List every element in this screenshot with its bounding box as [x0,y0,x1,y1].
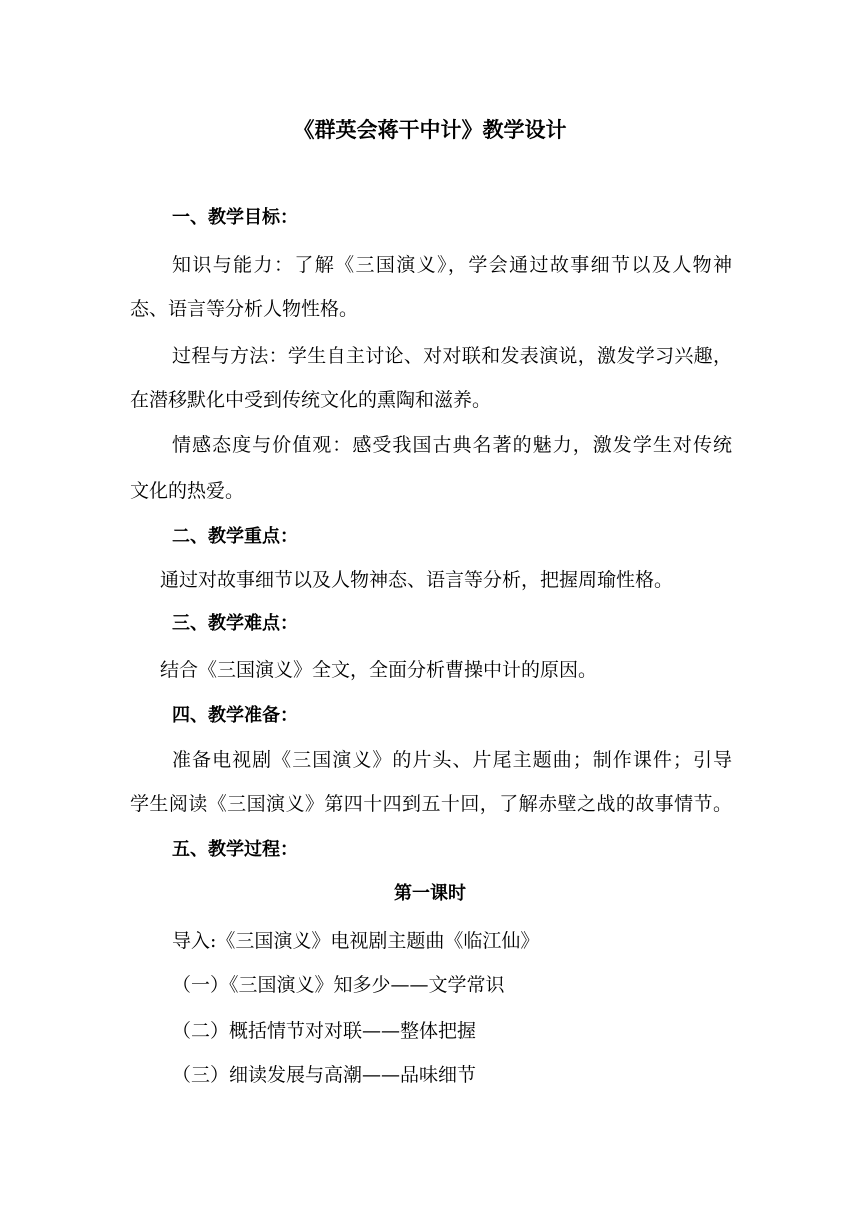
section-heading-difficulty: 三、教学难点： [172,613,298,634]
section-heading-process: 五、教学过程： [172,839,298,860]
section-heading-goals: 一、教学目标： [172,207,298,228]
goal-process-line1: 过程与方法：学生自主讨论、对对联和发表演说，激发学习兴趣， [172,345,732,367]
step-3: （三）细读发展与高潮——品味细节 [172,1064,477,1086]
step-2: （二）概括情节对对联——整体把握 [172,1020,477,1042]
prep-line2: 学生阅读《三国演义》第四十四到五十回，了解赤壁之战的故事情节。 [130,793,732,815]
goal-emotion-line1: 情感态度与价值观：感受我国古典名著的魅力，激发学生对传统 [172,434,732,456]
goal-knowledge-line2: 态、语言等分析人物性格。 [130,298,359,320]
intro-text: 导入:《三国演义》电视剧主题曲《临江仙》 [172,930,540,952]
key-text: 通过对故事细节以及人物神态、语言等分析，把握周瑜性格。 [160,569,674,591]
prep-line1: 准备电视剧《三国演义》的片头、片尾主题曲；制作课件；引导 [172,749,732,771]
document-title: 《群英会蒋干中计》教学设计 [293,118,567,142]
step-1: （一）《三国演义》知多少——文学常识 [172,974,505,996]
difficulty-text: 结合《三国演义》全文，全面分析曹操中计的原因。 [160,659,598,681]
section-heading-prep: 四、教学准备： [172,705,298,726]
section-heading-key: 二、教学重点： [172,526,298,547]
goal-emotion-line2: 文化的热爱。 [130,480,245,502]
lesson-title: 第一课时 [394,883,466,904]
goal-knowledge-line1: 知识与能力：了解《三国演义》，学会通过故事细节以及人物神 [172,254,732,276]
goal-process-line2: 在潜移默化中受到传统文化的熏陶和滋养。 [130,389,492,411]
